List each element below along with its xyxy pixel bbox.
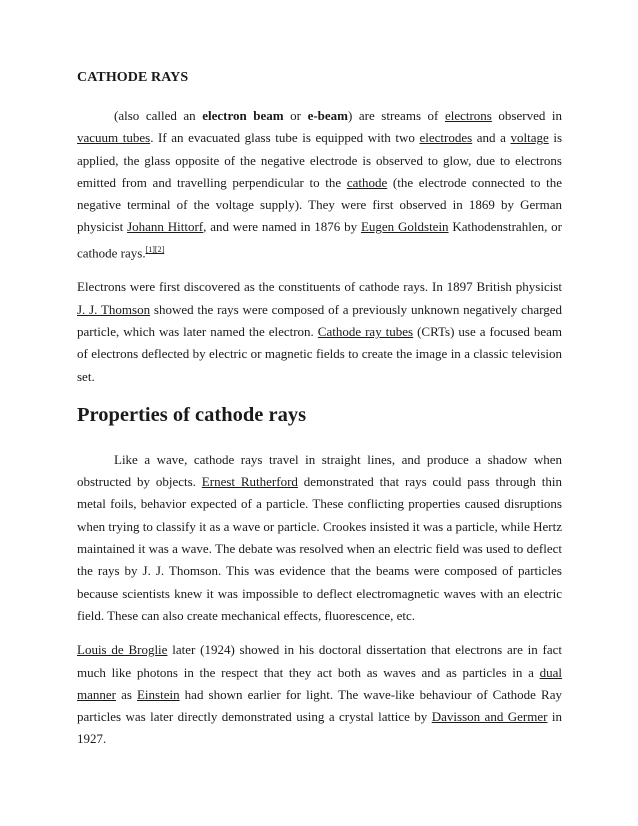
link-cathode[interactable]: cathode xyxy=(346,174,388,190)
text: (the electrode connected to the negative terminal of the voltage supply). They were first observed in 1869 by German physicist xyxy=(77,174,562,235)
text: or xyxy=(283,108,308,123)
text: (CRTs) use a focused beam of electrons deflected by electric or magnetic fields to create the image in a classic television set. xyxy=(77,324,562,384)
properties-paragraph xyxy=(77,449,562,627)
link-eugen-goldstein[interactable]: Eugen Goldstein xyxy=(360,219,449,235)
link-johann-hittorf[interactable]: Johann Hittorf xyxy=(127,219,204,235)
text: (also called an xyxy=(114,108,203,123)
link-electrodes[interactable]: electrodes xyxy=(419,130,473,146)
reference-link[interactable]: [1][2] xyxy=(145,244,165,254)
text: as xyxy=(115,686,137,702)
text: showed the rays were composed of a previously unknown negatively charged particle, which was later named the electron. xyxy=(77,301,562,339)
link-vacuum-tubes[interactable]: vacuum tubes xyxy=(77,130,151,146)
discovery-paragraph xyxy=(77,276,562,387)
link-dual-manner[interactable]: dual manner xyxy=(77,664,562,702)
link-cathode-ray-tubes[interactable]: Cathode ray tubes xyxy=(317,324,414,339)
text: had shown earlier for light. The wave-like behaviour of Cathode Ray particles was later directly demonstrated using a crystal lattice by xyxy=(77,686,562,725)
text: is applied, the glass opposite of the negative electrode is observed to glow, due to electrons emitted from and travelling perpendicular to the xyxy=(77,130,563,190)
text: demonstrated that rays could pass through thin metal foils, behavior expected of a particle. These conflicting properties caused disruptions when trying to classify it as a wave or particle. Crookes insisted it was a particle, while Hertz maintained it was a wave. The debate was resolved when an electric field was used to deflect the rays by J. J. Thomson. This was evidence that the beams were composed of particles because scientists knew it was impossible to deflect electromagnetic waves with an electric field. These can also create mechanical effects, fluorescence, etc. xyxy=(77,474,562,623)
text: ) are streams of xyxy=(348,108,445,123)
text: and a xyxy=(472,130,511,146)
text: . If an evacuated glass tube is equipped with two xyxy=(150,130,420,146)
de-broglie-paragraph xyxy=(77,639,562,750)
link-einstein[interactable]: Einstein xyxy=(136,686,180,702)
link-ernest-rutherford[interactable]: Ernest Rutherford xyxy=(201,474,298,490)
bold-term-electron-beam: electron beam xyxy=(202,108,284,123)
text: Kathodenstrahlen, or cathode rays. xyxy=(77,219,562,261)
section-heading: Properties of cathode rays xyxy=(77,403,307,426)
link-louis-de-broglie[interactable]: Louis de Broglie xyxy=(77,642,168,658)
text: observed in xyxy=(491,108,562,123)
bold-term-e-beam: e-beam xyxy=(307,108,348,123)
text: Electrons were first discovered as the constituents of cathode rays. In 1897 British physicist xyxy=(77,279,562,295)
link-electrons[interactable]: electrons xyxy=(444,108,492,123)
document-title: CATHODE RAYS xyxy=(77,70,189,85)
text: , and were named in 1876 by xyxy=(203,219,361,235)
text: Like a wave, cathode rays travel in straight lines, and produce a shadow when obstructed by objects. xyxy=(77,451,562,490)
intro-paragraph xyxy=(77,105,562,264)
link-jj-thomson[interactable]: J. J. Thomson xyxy=(77,301,151,317)
text: in 1927. xyxy=(77,709,562,747)
text: later (1924) showed in his doctoral dissertation that electrons are in fact much like photons in the respect that they act both as waves and as particles in a xyxy=(77,642,562,680)
link-voltage[interactable]: voltage xyxy=(510,130,549,146)
link-davisson-and-germer[interactable]: Davisson and Germer xyxy=(431,709,548,725)
